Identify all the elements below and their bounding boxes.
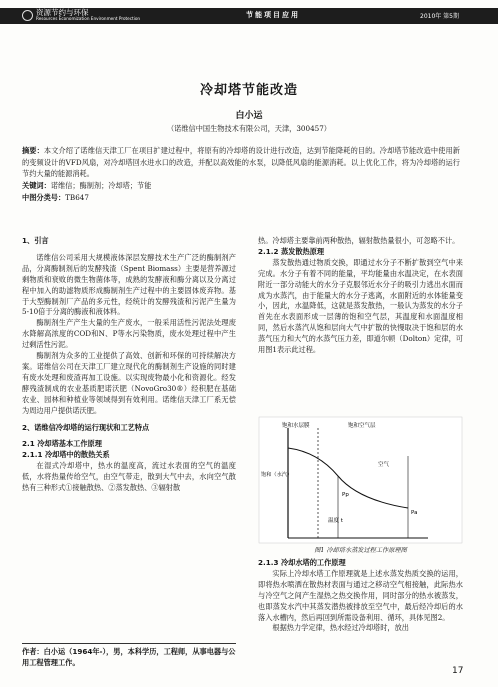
keywords-text: 诺维信；酶制剂；冷却塔；节能 bbox=[50, 181, 152, 190]
author-name: 白小运 bbox=[235, 111, 263, 121]
subsection-heading-2-1-2: 2.1.2 蒸发散热原理 bbox=[258, 246, 325, 256]
abstract bbox=[22, 145, 460, 180]
keywords-label: 关键词： bbox=[22, 181, 51, 190]
author-footnote: 作者：白小运（1964年-），男，本科学历，工程师，从事电器与公用工程管理工作。 bbox=[22, 647, 236, 667]
label-pp: Pp bbox=[342, 492, 349, 498]
label-air: 空气 bbox=[378, 462, 390, 468]
author-affiliation: （诺维信中国生物技术有限公司，天津，300457） bbox=[166, 124, 331, 133]
classification-label: 中图分类号： bbox=[22, 193, 66, 202]
figure-1-caption: 图1 冷却塔水蒸发过程工作原理图 bbox=[314, 547, 407, 554]
article-title: 冷却塔节能改造 bbox=[199, 83, 298, 98]
subsection-heading-2-1-1: 2.1.1 冷却塔中的散热关系 bbox=[22, 450, 110, 460]
page-number: 17 bbox=[452, 666, 464, 676]
issue-label: 2010年 第5期 bbox=[420, 13, 459, 20]
paragraph: 热。冷却塔主要靠前两种散热，辐射散热量很小，可忽略不计。 bbox=[258, 236, 460, 245]
paragraph: 诺维信公司采用大规模液体深层发酵技术生产广泛的酶制剂产品，分离酶制剂后的发酵残渣（Spent Biomass）主要是营养源过剩物质和衰败的微生物菌体等，成熟的发酵液和酶分离以及分离过程中加入的助滤物质形成酶制剂生产过程中的主要固体废弃物。基于大型酶制剂厂产品的多元性，经统计的发酵残渣和污泥产生量为5-10倍于分离的酶液和液体料。 bbox=[22, 252, 236, 317]
journal-logo-icon bbox=[22, 10, 33, 21]
label-saturation: 饱和（水汽） bbox=[261, 472, 293, 478]
right-column bbox=[258, 236, 463, 356]
journal-name-cn: 资源节约与环保 bbox=[36, 8, 89, 17]
classification bbox=[22, 192, 460, 203]
subsection-heading-2-1: 2.1 冷却塔基本工作原理 bbox=[22, 439, 102, 449]
abstract-label: 摘要： bbox=[22, 146, 44, 155]
paragraph: 在湿式冷却塔中，热水的温度高，流过水表面的空气的温度低，水将热量传给空气，由空气带走，散到大气中去，水向空气散热有三种形式①接触散热、②蒸发散热、③辐射散 bbox=[22, 461, 236, 493]
paragraph: 根据热力学定律，热水经过冷却塔时，放出 bbox=[272, 623, 409, 633]
subsection-heading-2-1-3: 2.1.3 冷却水塔的工作原理 bbox=[258, 558, 346, 567]
figure-frame bbox=[259, 417, 462, 543]
classification-code: TB647 bbox=[65, 193, 89, 202]
label-saturated-air: 饱和空气层 bbox=[348, 423, 376, 429]
footnote-divider bbox=[22, 643, 236, 644]
section-heading-1: 1、引言 bbox=[22, 236, 49, 245]
label-temperature: 温度 t bbox=[328, 518, 343, 524]
section-heading-2: 2、诺维信冷却塔的运行现状和工艺特点 bbox=[22, 422, 150, 432]
journal-name-en: Resources Economization Environment Protection bbox=[36, 16, 141, 21]
label-saturated-film: 饱和水层膜 bbox=[282, 423, 310, 429]
right-column-lower bbox=[258, 558, 463, 634]
section-name: 节能项目应用 bbox=[246, 10, 300, 19]
label-pa: Pa bbox=[411, 510, 418, 516]
abstract-text: 本文介绍了诺维信天津工厂在项目扩建过程中，将原有的冷却塔的设计进行改造，达到节能降耗的目的。冷却塔节能改造中使用新的变频设计的VFD风扇，对冷却塔回水进水口的改造，并配以高效能的水泵，以降低风扇的能源消耗。以上优化工作，将为冷却塔的运行节约大量的能源消耗。 bbox=[22, 146, 460, 178]
paragraph: 酶制剂生产产生大量的生产废水，一般采用活性污泥法处理废水降解高浓度的COD和N、P等水污染物质，废水处理过程中产生过剩活性污泥。 bbox=[22, 318, 236, 350]
figure-1-diagram bbox=[258, 416, 463, 544]
paragraph: 酶制剂为众多的工业提供了高效、创新和环保的可持续解决方案。诺维信公司在天津工厂建立现代化的酶制剂生产设施的同时建有废水处理和废渣再加工设施。以实现废物最小化和资源化。经发酵残渣制成的农业基质肥诺沃肥（NovoGro30®）经积肥在基础农业、园林和种植业等领域得到有效利用。诺维信天津工厂系无偿为周边用户提供诺沃肥。 bbox=[22, 351, 236, 415]
paragraph: 实际上冷却水塔工作原理就是上述水蒸发热质交换的运用，即将热水喷洒在散热材表面与通过之移动空气相接触，此际热水与冷空气之间产生湿热之热交换作用，同时部分的热水被蒸发，也即蒸发水汽中其蒸发潜热被排放至空气中，最后经冷却后的水落入水槽内，然后再回到所需设备利用、循环，具体见图2。 bbox=[258, 568, 463, 622]
paragraph: 蒸发散热通过物质交换，即通过水分子不断扩散到空气中来完成。水分子有着不同的能量，平均能量由水温决定，在水表面附近一部分动能大的水分子克服邻近水分子的吸引力逃出水面而成为水蒸汽，由于能量大的水分子逃离，水面附近的水体能量变小，因此，水温降低，这就是蒸发散热，一般认为蒸发的水分子首先在水表面形成一层薄的饱和空气层，其温度和水面温度相同，然后水蒸汽从饱和层向大气中扩散的快慢取决于饱和层的水蒸气压力和大气的水蒸气压力差，即道尔顿（Dolton）定律，可用图1表示此过程。 bbox=[258, 257, 463, 355]
left-column bbox=[22, 236, 236, 494]
keywords bbox=[22, 180, 460, 191]
